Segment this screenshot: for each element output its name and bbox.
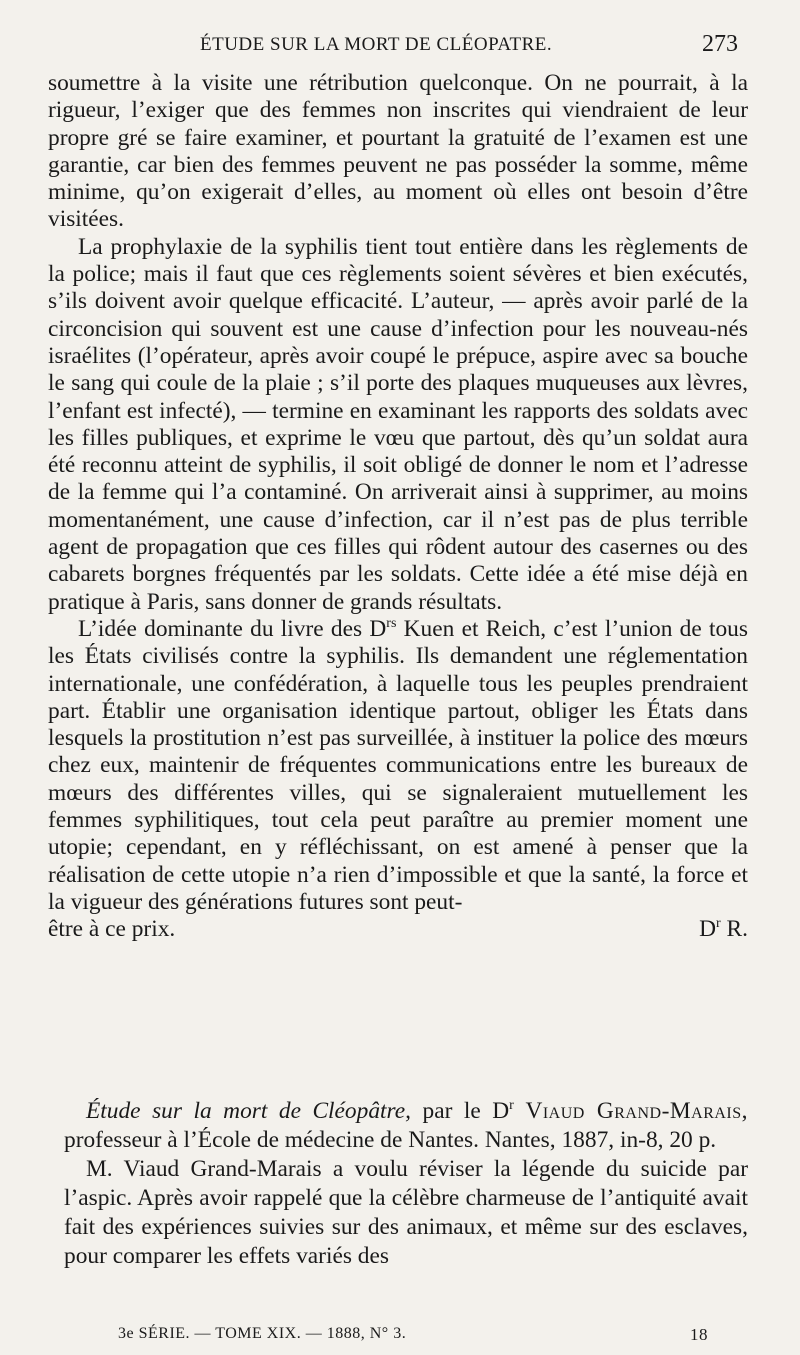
superscript: rs: [386, 615, 397, 632]
superscript: r: [716, 915, 721, 932]
review-author: Viaud Grand-Marais,: [513, 1098, 749, 1124]
paragraph-idee-dominante: [48, 616, 748, 916]
signature-number: 18: [690, 1325, 708, 1344]
paragraph-text: L’idée dominante du livre des D: [78, 615, 387, 642]
paragraph-continuation: soumettre à la visite une rétribution quelconque. On ne pourrait, à la rigueur, l’exiger que des femmes non inscrites qui viendraient de leur propre gré se faire examiner, et pourtant la gratuité de l’examen est une garantie, car bien des femmes peuvent ne pas posséder la somme, même minime, qu’on exigerait d’elles, au moment où elles ont besoin d’être visitées.: [48, 70, 748, 233]
running-title: ÉTUDE SUR LA MORT DE CLÉOPATRE.: [200, 34, 553, 55]
body-text: [48, 70, 748, 944]
reviewer-signature: [699, 916, 748, 943]
signature-text: R.: [720, 916, 748, 943]
running-head: [48, 31, 738, 64]
page-number: 273: [702, 31, 738, 57]
page-footer: [118, 1325, 708, 1343]
superscript: r: [509, 1097, 514, 1114]
paragraph-text: Kuen et Reich, c’est l’union de tous les États civilisés contre la syphilis. Ils demandent une réglementation internationale, une confédération, à laquelle tous les peuples prendraient part. Établir une organisation identique partout, obliger les États dans lesquels la prostitution n’est pas surveillée, à instituer la police des mœurs chez eux, maintenir de fréquentes communications entre les bureaux de mœurs des différentes villes, qui se signaleraient mutuellement les femmes syphilitiques, tout cela peut paraître au premier moment une utopie; cependant, en y réfléchissant, on est amené à penser que la réalisation de cette utopie n’a rien d’impossible et que la santé, la force et la vigueur des générations futures sont peut-: [48, 615, 748, 915]
paragraph-prophylaxie: La prophylaxie de la syphilis tient tout entière dans les règlements de la police; mais il faut que ces règlements soient sévères et bien exécutés, s’ils doivent avoir quelque efficacité. L’auteur, — après avoir parlé de la circoncision qui souvent est une cause d’infection pour les nouveau-nés israélites (l’opérateur, après avoir coupé le prépuce, aspire avec sa bouche le sang qui coule de la plaie ; s’il porte des plaques muqueuses aux lèvres, l’enfant est infecté), — termine en examinant les rapports des soldats avec les filles publiques, et exprime le vœu que partout, dès qu’un soldat aura été reconnu atteint de syphilis, il soit obligé de donner le nom et l’adresse de la femme qui l’a contaminé. On arriverait ainsi à supprimer, au moins momentanément, une cause d’infection, car il n’est pas de plus terrible agent de propagation que ces filles qui rôdent autour des casernes ou des cabarets borgnes fréquentés par les soldats. Cette idée a été mise déjà en pratique à Paris, sans donner de grands résultats.: [48, 233, 748, 615]
signature-text: D: [699, 916, 717, 943]
series-info: 3e SÉRIE. — TOME XIX. — 1888, N° 3.: [118, 1325, 407, 1342]
paragraph-final-line: être à ce prix.: [48, 916, 176, 943]
review-paragraph: M. Viaud Grand-Marais a voulu réviser la légende du suicide par l’aspic. Après avoir rappelé que la célèbre charmeuse de l’antiquité avait fait des expériences suivies sur des animaux, et même sur des esclaves, pour comparer les effets variés des: [64, 1156, 748, 1269]
book-review: [64, 1097, 748, 1271]
review-by: par le D: [411, 1098, 510, 1124]
review-details: professeur à l’École de médecine de Nantes. Nantes, 1887, in-8, 20 p.: [64, 1127, 717, 1153]
signature-line: [48, 916, 748, 943]
review-book-title: Étude sur la mort de Cléopâtre,: [86, 1098, 411, 1124]
review-citation: [64, 1097, 748, 1155]
